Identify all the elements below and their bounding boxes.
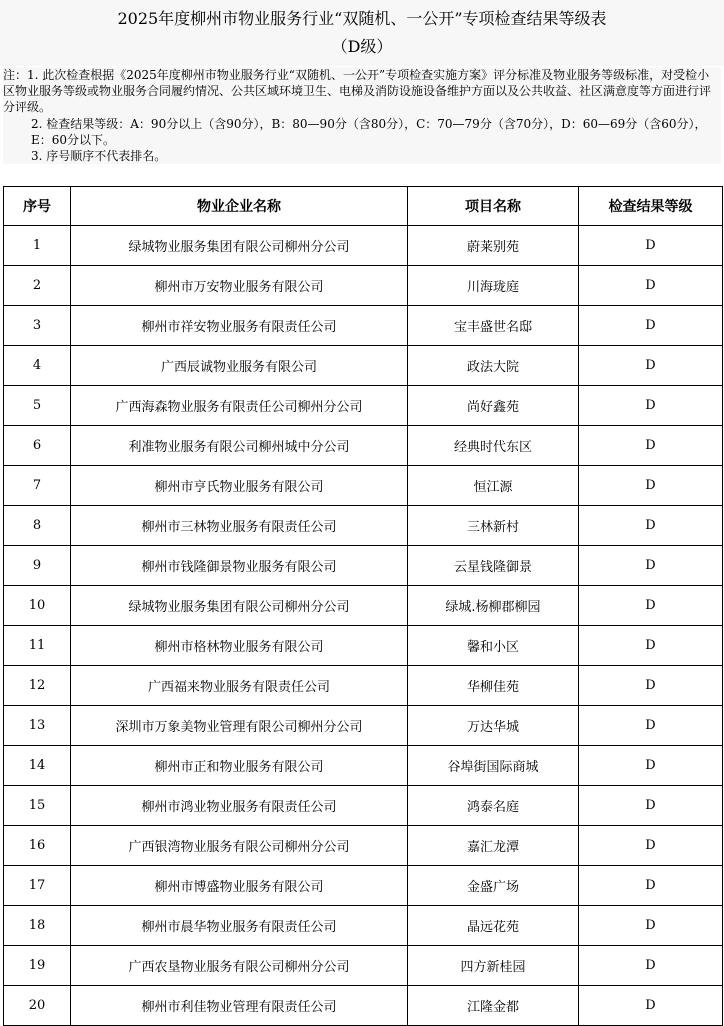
project-name: 万达华城 <box>408 706 579 746</box>
table-body <box>4 226 723 1026</box>
table-header-row <box>4 187 723 226</box>
company-name: 广西海森物业服务有限责任公司柳州分公司 <box>71 386 408 426</box>
table-row <box>4 426 723 466</box>
result-grade: D <box>579 346 723 386</box>
company-name: 利准物业服务有限公司柳州城中分公司 <box>71 426 408 466</box>
row-number: 4 <box>4 346 71 386</box>
header-project: 项目名称 <box>408 187 579 226</box>
row-number: 13 <box>4 706 71 746</box>
project-name: 尚好鑫苑 <box>408 386 579 426</box>
result-grade: D <box>579 226 723 266</box>
result-grade: D <box>579 666 723 706</box>
table-row <box>4 786 723 826</box>
project-name: 经典时代东区 <box>408 426 579 466</box>
project-name: 蔚莱别苑 <box>408 226 579 266</box>
table-row <box>4 466 723 506</box>
company-name: 柳州市亨氏物业服务有限公司 <box>71 466 408 506</box>
company-name: 柳州市祥安物业服务有限责任公司 <box>71 306 408 346</box>
table-row <box>4 386 723 426</box>
company-name: 广西农垦物业服务有限公司柳州分公司 <box>71 946 408 986</box>
company-name: 柳州市博盛物业服务有限公司 <box>71 866 408 906</box>
company-name: 柳州市晨华物业服务有限责任公司 <box>71 906 408 946</box>
table-row <box>4 306 723 346</box>
result-grade: D <box>579 906 723 946</box>
table-row <box>4 626 723 666</box>
row-number: 1 <box>4 226 71 266</box>
project-name: 川海珑庭 <box>408 266 579 306</box>
row-number: 18 <box>4 906 71 946</box>
result-grade: D <box>579 266 723 306</box>
note-3: 3. 序号顺序不代表排名。 <box>31 149 167 164</box>
note-1: 注：1. 此次检查根据《2025年度柳州市物业服务行业“双随机、一公开”专项检查实施方案》评分标准及物业服务等级标准，对受检小区物业服务等级或物业服务合同履约情况、公共区域环境卫生、电梯及消防设施设备维护方面以及公共收益、社区满意度等方面进行评分评级。 <box>3 68 712 115</box>
result-table <box>3 186 723 1026</box>
row-number: 7 <box>4 466 71 506</box>
table-row <box>4 706 723 746</box>
table-row <box>4 506 723 546</box>
title-line-2: （D级） <box>331 37 393 56</box>
row-number: 5 <box>4 386 71 426</box>
result-grade: D <box>579 946 723 986</box>
table-row <box>4 826 723 866</box>
project-name: 宝丰盛世名邸 <box>408 306 579 346</box>
project-name: 绿城.杨柳郡柳园 <box>408 586 579 626</box>
table-row <box>4 346 723 386</box>
result-grade: D <box>579 586 723 626</box>
project-name: 华柳佳苑 <box>408 666 579 706</box>
project-name: 鸿泰名庭 <box>408 786 579 826</box>
company-name: 柳州市格林物业服务有限公司 <box>71 626 408 666</box>
company-name: 柳州市利佳物业管理有限责任公司 <box>71 986 408 1026</box>
project-name: 嘉汇龙潭 <box>408 826 579 866</box>
row-number: 11 <box>4 626 71 666</box>
row-number: 20 <box>4 986 71 1026</box>
company-name: 绿城物业服务集团有限公司柳州分公司 <box>71 226 408 266</box>
company-name: 柳州市鸿业物业服务有限责任公司 <box>71 786 408 826</box>
row-number: 9 <box>4 546 71 586</box>
row-number: 19 <box>4 946 71 986</box>
header-no: 序号 <box>4 187 71 226</box>
result-grade: D <box>579 546 723 586</box>
row-number: 15 <box>4 786 71 826</box>
project-name: 晶远花苑 <box>408 906 579 946</box>
row-number: 17 <box>4 866 71 906</box>
result-grade: D <box>579 786 723 826</box>
company-name: 广西福来物业服务有限责任公司 <box>71 666 408 706</box>
result-grade: D <box>579 506 723 546</box>
notes-section <box>3 67 721 164</box>
row-number: 6 <box>4 426 71 466</box>
project-name: 馨和小区 <box>408 626 579 666</box>
note-2: 2. 检查结果等级：A：90分以上（含90分），B：80—90分（含80分），C：70—79分（含70分），D：60—69分（含60分），E：60分以下。 <box>31 116 707 147</box>
project-name: 恒江源 <box>408 466 579 506</box>
title-line-1: 2025年度柳州市物业服务行业“双随机、一公开”专项检查结果等级表 <box>117 9 607 28</box>
project-name: 金盛广场 <box>408 866 579 906</box>
company-name: 柳州市正和物业服务有限公司 <box>71 746 408 786</box>
company-name: 绿城物业服务集团有限公司柳州分公司 <box>71 586 408 626</box>
row-number: 3 <box>4 306 71 346</box>
project-name: 政法大院 <box>408 346 579 386</box>
row-number: 2 <box>4 266 71 306</box>
row-number: 14 <box>4 746 71 786</box>
company-name: 柳州市钱隆御景物业服务有限公司 <box>71 546 408 586</box>
row-number: 8 <box>4 506 71 546</box>
table-row <box>4 866 723 906</box>
project-name: 云星钱隆御景 <box>408 546 579 586</box>
result-grade: D <box>579 746 723 786</box>
result-grade: D <box>579 466 723 506</box>
table-row <box>4 586 723 626</box>
result-grade: D <box>579 626 723 666</box>
project-name: 三林新村 <box>408 506 579 546</box>
row-number: 16 <box>4 826 71 866</box>
result-grade: D <box>579 306 723 346</box>
table-row <box>4 746 723 786</box>
company-name: 深圳市万象美物业管理有限公司柳州分公司 <box>71 706 408 746</box>
result-grade: D <box>579 866 723 906</box>
company-name: 广西银湾物业服务有限公司柳州分公司 <box>71 826 408 866</box>
company-name: 柳州市三林物业服务有限责任公司 <box>71 506 408 546</box>
result-grade: D <box>579 426 723 466</box>
document-title <box>0 0 724 66</box>
result-grade: D <box>579 826 723 866</box>
header-company: 物业企业名称 <box>71 187 408 226</box>
table-row <box>4 226 723 266</box>
table-row <box>4 666 723 706</box>
result-grade: D <box>579 386 723 426</box>
table-row <box>4 946 723 986</box>
header-grade: 检查结果等级 <box>579 187 723 226</box>
row-number: 10 <box>4 586 71 626</box>
table-row <box>4 266 723 306</box>
result-grade: D <box>579 706 723 746</box>
company-name: 柳州市万安物业服务有限公司 <box>71 266 408 306</box>
row-number: 12 <box>4 666 71 706</box>
company-name: 广西辰诚物业服务有限公司 <box>71 346 408 386</box>
project-name: 谷埠街国际商城 <box>408 746 579 786</box>
project-name: 四方新桂园 <box>408 946 579 986</box>
result-grade: D <box>579 986 723 1026</box>
table-row <box>4 546 723 586</box>
table-row <box>4 906 723 946</box>
project-name: 江隆金都 <box>408 986 579 1026</box>
table-row <box>4 986 723 1026</box>
